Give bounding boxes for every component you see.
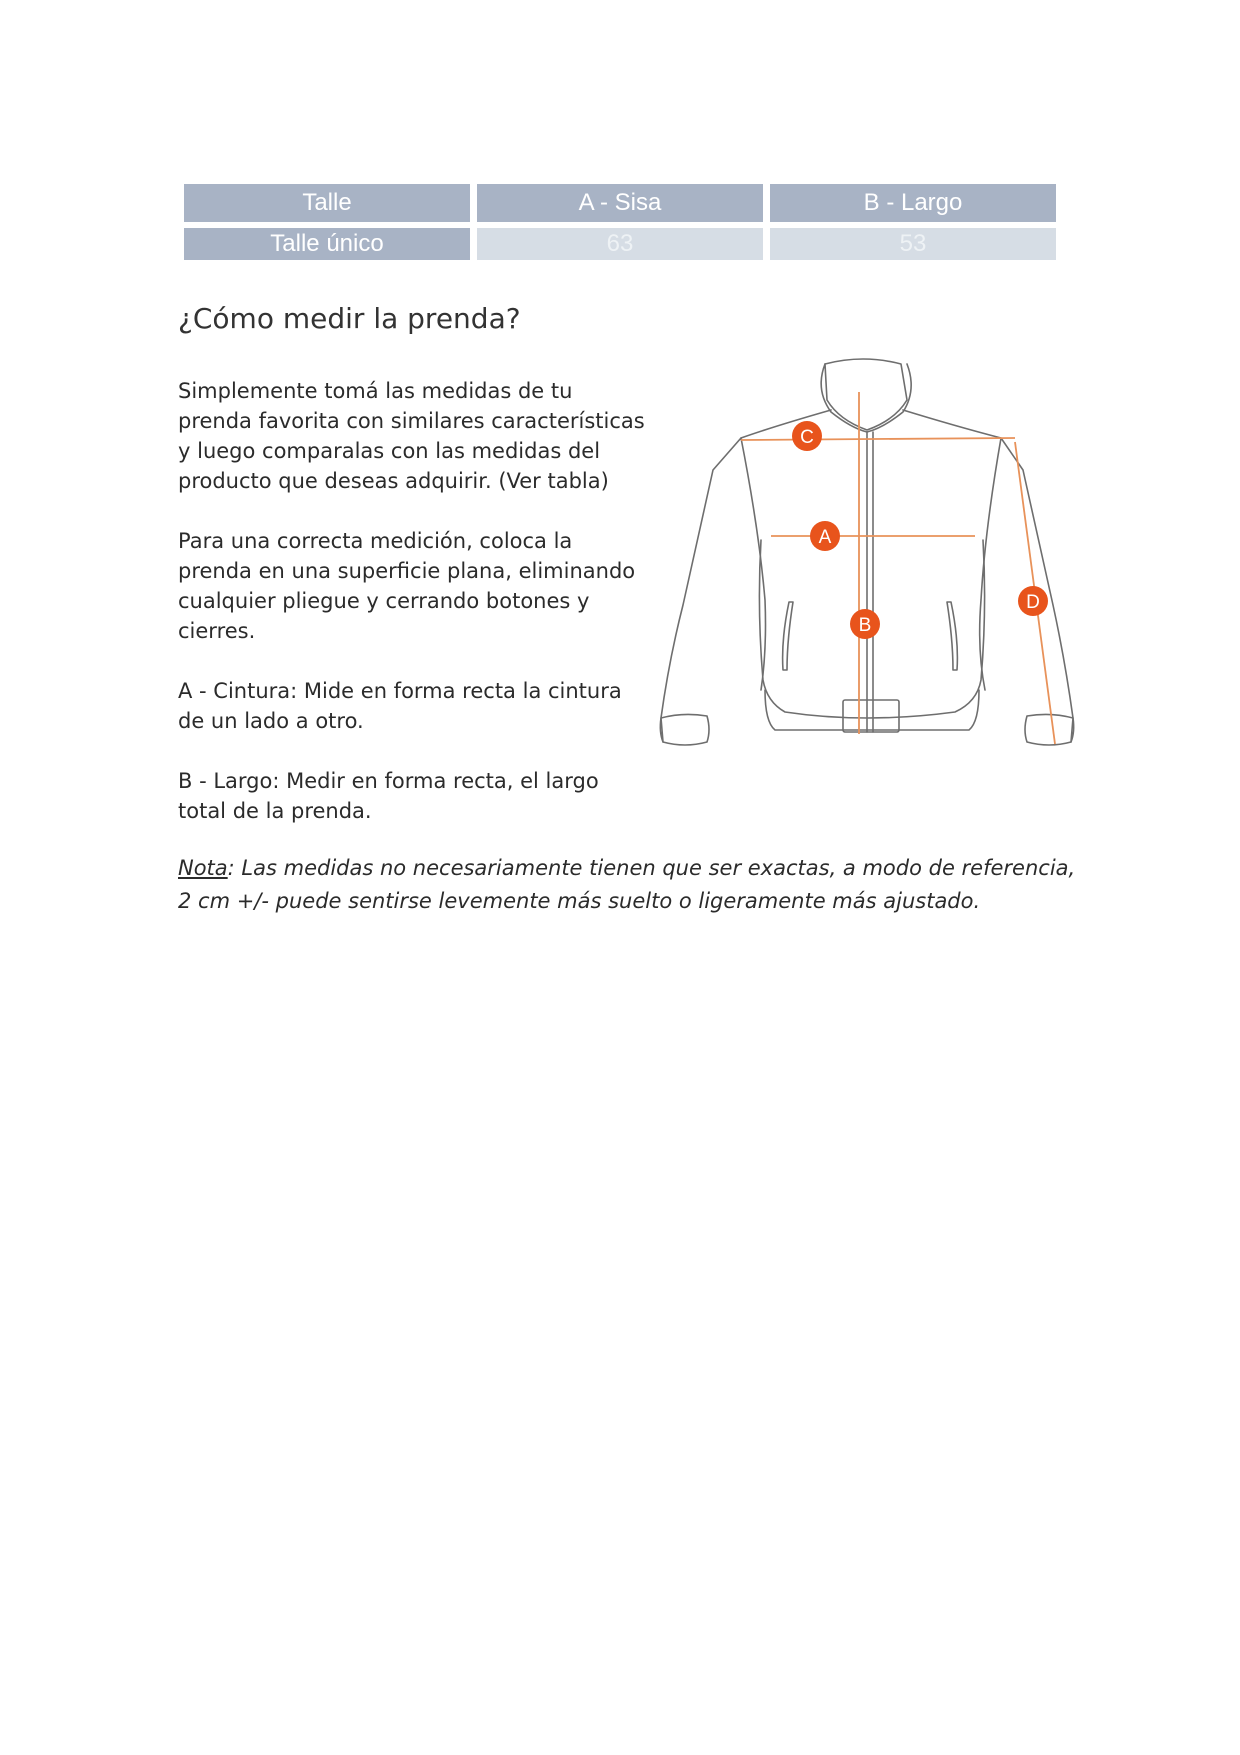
marker-a [810,521,840,551]
marker-b [850,609,880,639]
page-title: ¿Cómo medir la prenda? [178,302,521,335]
cell-a-value: 63 [477,228,763,260]
cell-b-value: 53 [770,228,1056,260]
header-a-sisa: A - Sisa [477,184,763,222]
marker-c-label: C [800,427,814,448]
note-text: : Las medidas no necesariamente tienen que ser exactas, a modo de referencia, 2 cm +/- puede sentirse levemente más suelto o ligeramente más ajustado. [178,856,1076,913]
paragraph-intro: Simplemente tomá las medidas de tu prenda favorita con similares características y luego comparalas con las medidas del producto que deseas adquirir. (Ver tabla) [178,379,645,493]
table-header-row [184,184,1056,222]
header-talle: Talle [184,184,470,222]
jacket-outline [660,359,1073,745]
measurement-lines [741,392,1055,744]
jacket-measurement-diagram [655,350,1095,795]
paragraph-flat-surface: Para una correcta medición, coloca la prenda en una superficie plana, eliminando cualquier pliegue y cerrando botones y cierres. [178,529,636,643]
table-row [184,228,1056,260]
marker-c [792,421,822,451]
size-table [177,178,1063,266]
marker-a-label: A [818,527,832,548]
paragraph-a-cintura: A - Cintura: Mide en forma recta la cintura de un lado a otro. [178,679,622,733]
marker-d-label: D [1026,592,1040,613]
marker-d [1018,586,1048,616]
instructions [178,376,648,856]
header-b-largo: B - Largo [770,184,1056,222]
marker-b-label: B [858,615,872,636]
paragraph-b-largo: B - Largo: Medir en forma recta, el largo total de la prenda. [178,769,599,823]
cell-size-label: Talle único [184,228,470,260]
note [178,852,1078,918]
note-label: Nota [178,856,228,880]
